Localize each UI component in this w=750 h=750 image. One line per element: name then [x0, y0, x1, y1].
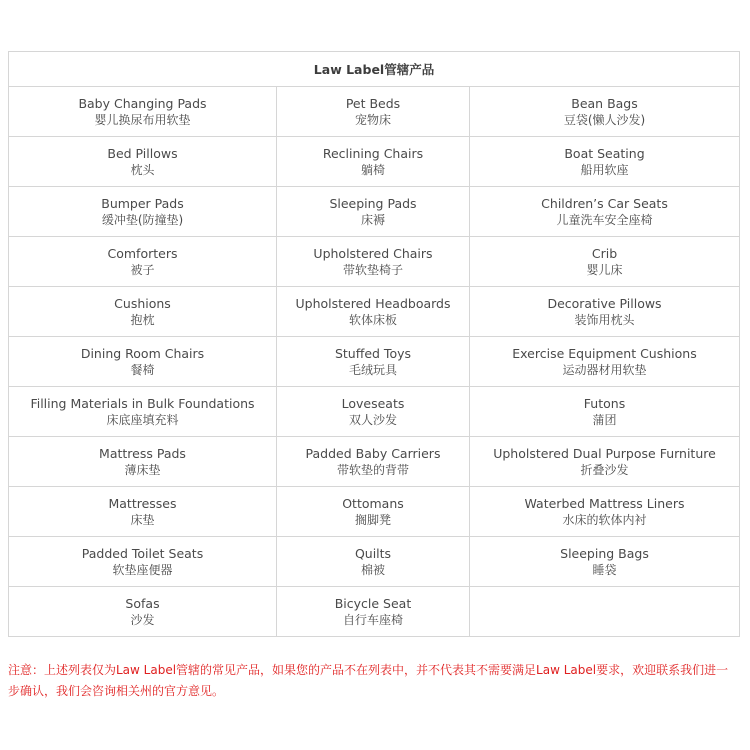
product-name-zh: 装饰用枕头 [574, 312, 635, 327]
product-name-zh: 带软垫椅子 [342, 262, 403, 277]
product-cell [470, 437, 740, 487]
product-cell [9, 237, 277, 287]
product-cell [277, 237, 470, 287]
table-row [9, 487, 740, 537]
product-cell [277, 487, 470, 537]
product-cell [470, 137, 740, 187]
product-name-zh: 豆袋(懒人沙发) [563, 112, 646, 127]
table-row [9, 287, 740, 337]
product-cell [470, 387, 740, 437]
product-cell [277, 287, 470, 337]
product-name-zh: 沙发 [130, 612, 155, 627]
product-name-zh: 餐椅 [130, 362, 155, 377]
product-name-zh: 折叠沙发 [580, 462, 629, 477]
product-cell [9, 187, 277, 237]
product-cell [9, 587, 277, 637]
product-name-en: Bean Bags [571, 95, 638, 111]
table-row [9, 437, 740, 487]
product-name-en: Waterbed Mattress Liners [524, 495, 685, 511]
product-cell [9, 287, 277, 337]
table-header-row [9, 52, 740, 87]
product-name-en: Bed Pillows [107, 145, 178, 161]
product-cell [9, 137, 277, 187]
product-cell [470, 537, 740, 587]
product-name-zh: 躺椅 [360, 162, 385, 177]
table-body [9, 87, 740, 637]
table-row [9, 337, 740, 387]
product-name-en: Upholstered Dual Purpose Furniture [493, 445, 716, 461]
product-name-en: Pet Beds [345, 95, 401, 111]
product-name-en: Reclining Chairs [322, 145, 424, 161]
table-row [9, 537, 740, 587]
product-cell [470, 87, 740, 137]
product-name-en: Futons [583, 395, 626, 411]
product-name-zh: 抱枕 [130, 312, 155, 327]
product-name-zh: 船用软座 [580, 162, 629, 177]
product-cell [277, 87, 470, 137]
product-cell [9, 387, 277, 437]
product-name-zh: 自行车座椅 [342, 612, 403, 627]
product-name-zh: 薄床垫 [124, 462, 161, 477]
product-name-zh: 宠物床 [354, 112, 391, 127]
product-name-en: Upholstered Chairs [313, 245, 433, 261]
product-name-zh: 婴儿床 [586, 262, 623, 277]
product-name-en: Stuffed Toys [334, 345, 412, 361]
product-cell [277, 437, 470, 487]
table-row [9, 137, 740, 187]
product-name-zh: 运动器材用软垫 [562, 362, 647, 377]
product-name-en: Sleeping Pads [329, 195, 417, 211]
law-label-products-table [8, 51, 740, 637]
product-name-en: Cushions [114, 295, 171, 311]
product-cell [277, 587, 470, 637]
product-cell [470, 587, 740, 637]
product-name-zh: 软体床板 [348, 312, 397, 327]
product-name-zh: 棉被 [360, 562, 385, 577]
product-name-en: Dining Room Chairs [80, 345, 205, 361]
product-name-en: Quilts [354, 545, 392, 561]
product-name-zh: 床褥 [360, 212, 385, 227]
product-cell [470, 287, 740, 337]
product-name-zh: 床底座填充料 [106, 412, 179, 427]
product-name-zh: 搁脚凳 [354, 512, 391, 527]
product-cell [470, 337, 740, 387]
product-name-zh: 枕头 [130, 162, 155, 177]
product-name-zh: 软垫座便器 [112, 562, 173, 577]
product-name-en: Crib [591, 245, 618, 261]
product-name-en: Boat Seating [564, 145, 645, 161]
product-cell [277, 187, 470, 237]
product-cell [9, 537, 277, 587]
product-name-en: Bicycle Seat [334, 595, 412, 611]
product-name-en: Sofas [125, 595, 160, 611]
product-name-en: Ottomans [342, 495, 404, 511]
product-name-zh: 双人沙发 [348, 412, 397, 427]
product-cell [277, 537, 470, 587]
product-name-zh: 儿童洗车安全座椅 [556, 212, 653, 227]
product-cell [277, 337, 470, 387]
product-name-en: Upholstered Headboards [295, 295, 451, 311]
product-name-zh: 水床的软体内衬 [562, 512, 647, 527]
product-name-zh: 睡袋 [592, 562, 617, 577]
product-name-zh: 毛绒玩具 [348, 362, 397, 377]
product-name-en: Children’s Car Seats [541, 195, 668, 211]
product-name-en: Padded Toilet Seats [81, 545, 204, 561]
product-cell [470, 187, 740, 237]
table-row [9, 587, 740, 637]
product-name-en: Mattresses [108, 495, 177, 511]
product-name-en: Baby Changing Pads [78, 95, 207, 111]
table-row [9, 387, 740, 437]
product-cell [9, 487, 277, 537]
table-row [9, 87, 740, 137]
product-name-en: Padded Baby Carriers [305, 445, 441, 461]
product-name-zh: 婴儿换尿布用软垫 [94, 112, 191, 127]
product-name-en: Exercise Equipment Cushions [512, 345, 697, 361]
disclaimer-note: 注意：上述列表仅为Law Label管辖的常见产品，如果您的产品不在列表中，并不代表其不需要满足Law Label要求，欢迎联系我们进一步确认，我们会咨询相关州的官方意见。 [8, 663, 729, 698]
product-name-en: Comforters [107, 245, 178, 261]
product-cell [277, 387, 470, 437]
product-cell [470, 237, 740, 287]
table-row [9, 187, 740, 237]
table-title: Law Label管辖产品 [9, 52, 740, 87]
product-cell [9, 337, 277, 387]
product-name-zh: 蒲团 [592, 412, 617, 427]
product-cell [9, 437, 277, 487]
product-name-en: Loveseats [341, 395, 405, 411]
product-cell [470, 487, 740, 537]
product-name-zh: 床垫 [130, 512, 155, 527]
product-name-zh: 被子 [130, 262, 155, 277]
product-name-zh: 缓冲垫(防撞垫) [101, 212, 184, 227]
product-name-zh: 带软垫的背带 [336, 462, 409, 477]
product-cell [277, 137, 470, 187]
product-name-en: Filling Materials in Bulk Foundations [30, 395, 255, 411]
product-name-en: Bumper Pads [101, 195, 184, 211]
product-name-en: Sleeping Bags [560, 545, 649, 561]
product-name-en: Mattress Pads [99, 445, 186, 461]
product-cell [9, 87, 277, 137]
product-name-en: Decorative Pillows [547, 295, 662, 311]
product-table-container [8, 51, 739, 637]
table-row [9, 237, 740, 287]
